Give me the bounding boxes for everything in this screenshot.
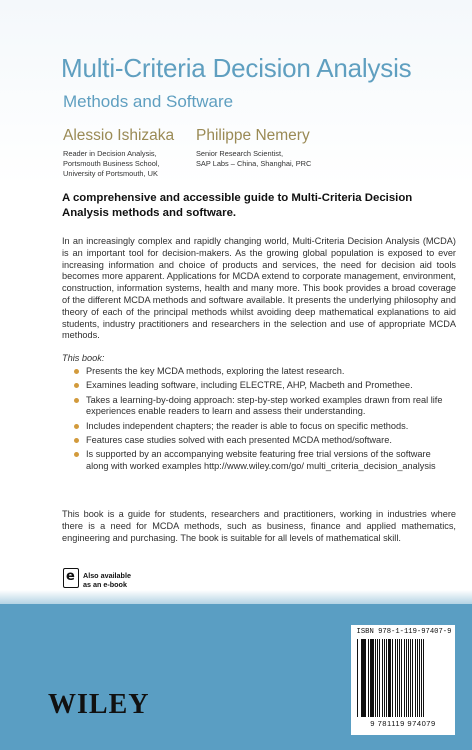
list-item — [74, 449, 454, 472]
barcode-bars — [357, 639, 449, 717]
list-item — [74, 366, 454, 377]
ebook-label: Also available as an e-book — [83, 571, 131, 589]
author-name: Philippe Nemery — [196, 127, 310, 144]
list-item-text: Takes a learning-by-doing approach: step-by-step worked examples drawn from real life experiences enable readers to learn and assess their understanding. — [86, 394, 443, 417]
this-book-label: This book: — [62, 353, 105, 363]
audience-paragraph: This book is a guide for students, researchers and practitioners, working in industries where there is a need for MCDA methods, such as business, finance and applied mathematics, engineering and purchasing. The book is suitable for all levels of mathematical skill. — [62, 509, 456, 543]
ebook-icon — [63, 568, 79, 588]
author-affiliation: Reader in Decision Analysis, Portsmouth Business School, University of Portsmouth, UK — [63, 149, 160, 178]
bullet-icon — [74, 398, 79, 403]
list-item-text: Features case studies solved with each presented MCDA method/software. — [86, 435, 392, 446]
bullet-icon — [74, 452, 79, 457]
barcode-number: 9 781119 974079 — [370, 719, 436, 728]
description-paragraph: In an increasingly complex and rapidly changing world, Multi-Criteria Decision Analysis (MCDA) is an important tool for decision-makers. As the growing global population is exposed to ever increasing information and choice of products and services, the need for decision aid tools becomes more apparent. Applications for MCDA extend to corporate management, environment, construction, information systems, health and many more. This book provides a broad coverage of the different MCDA methods and software available. It presents the underlying philosophy and theory of each of the principal methods whilst avoiding deep mathematical explanations to aid students, industry practitioners and researchers in the selection and use of appropriate MCDA methods. — [62, 236, 456, 341]
bullet-icon — [74, 424, 79, 429]
list-item-text: Is supported by an accompanying website featuring free trial versions of the software along with worked examples http://www.wiley.com/go/ multi_criteria_decision_analysis — [86, 449, 436, 471]
barcode-bar — [424, 639, 425, 717]
list-item — [74, 395, 454, 418]
isbn-text: ISBN 978-1-119-97407-9 — [356, 628, 452, 636]
bullet-icon — [74, 383, 79, 388]
lead-statement: A comprehensive and accessible guide to Multi-Criteria Decision Analysis methods and software. — [62, 192, 413, 219]
list-item-text: Includes independent chapters; the reader is able to focus on specific methods. — [86, 420, 409, 431]
author-affiliation: Senior Research Scientist, SAP Labs – China, Shanghai, PRC — [196, 149, 312, 168]
list-item-text: Examines leading software, including ELECTRE, AHP, Macbeth and Promethee. — [86, 380, 413, 391]
bullet-icon — [74, 438, 79, 443]
bullet-icon — [74, 369, 79, 374]
list-item — [74, 421, 454, 432]
book-title: Multi-Criteria Decision Analysis — [61, 53, 412, 83]
list-item — [74, 380, 454, 391]
list-item — [74, 435, 454, 446]
book-subtitle: Methods and Software — [63, 92, 234, 111]
barcode — [351, 625, 455, 735]
list-item-text: Presents the key MCDA methods, exploring the latest research. — [86, 366, 345, 376]
author-name: Alessio Ishizaka — [63, 127, 175, 144]
publisher-logo: WILEY — [48, 689, 150, 720]
feature-list — [74, 366, 454, 475]
